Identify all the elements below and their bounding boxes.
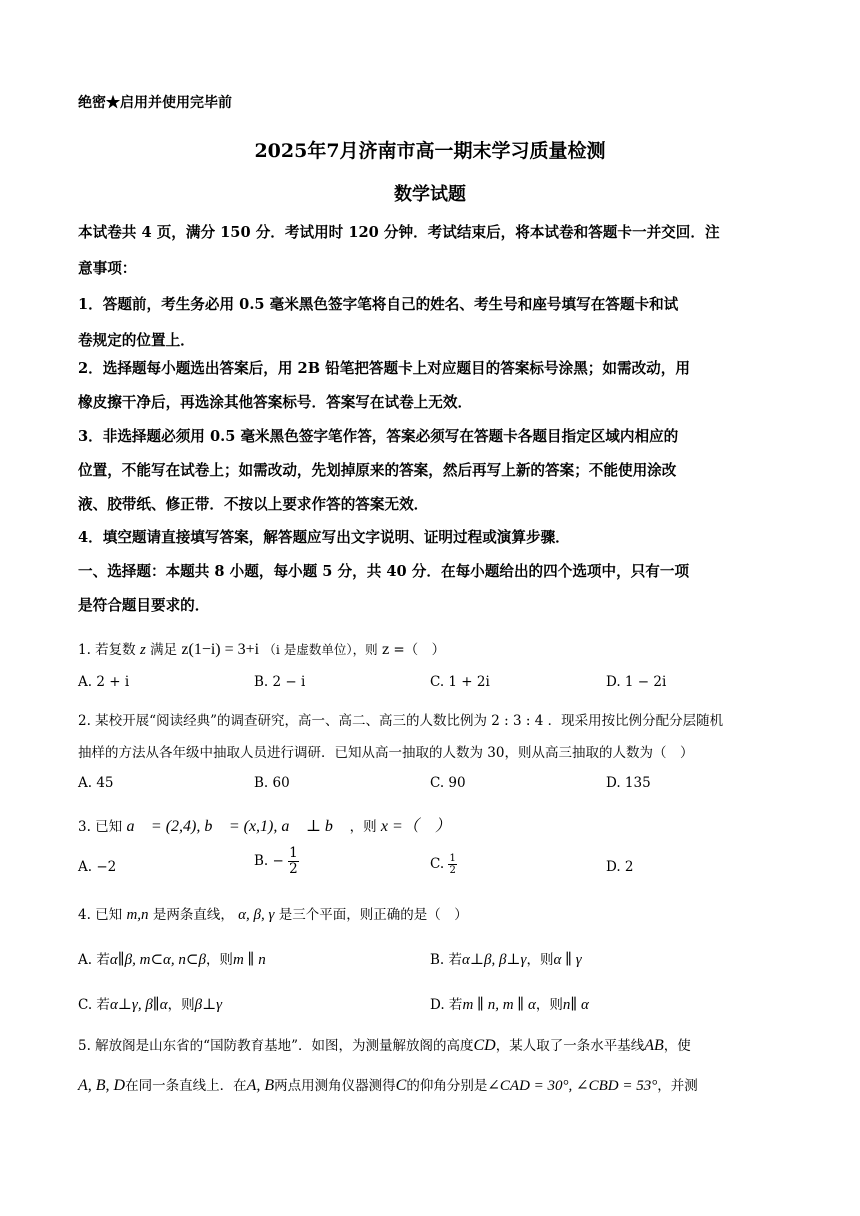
- option-result: n∥ α: [562, 997, 589, 1013]
- q5-math: C: [395, 1077, 407, 1094]
- option-then: ，则: [526, 952, 554, 968]
- notice-item-3-cont: 液、胶带纸、修正带．不按以上要求作答的答案无效．: [78, 496, 429, 513]
- q3-equation: a⃗ = (2,4), b⃗ = (x,1), a⃗ ⊥ b⃗: [126, 818, 346, 835]
- option-then: ，则: [167, 997, 195, 1013]
- question-1: [78, 638, 445, 659]
- q1-option-a: A. 2 + i: [78, 674, 130, 690]
- option-result: m ∥ n: [232, 952, 266, 968]
- notice-item-1-cont: 卷规定的位置上．: [78, 332, 195, 349]
- q1-stem: z =（ ）: [381, 642, 446, 658]
- q3-option-b-label: B.: [254, 852, 269, 869]
- q3-option-a: A. −2: [78, 859, 117, 875]
- option-math: α⊥β, β⊥γ: [462, 952, 527, 968]
- question-5-cont: [78, 1074, 698, 1095]
- fraction-numerator: 1: [449, 853, 456, 864]
- q2-option-a: A. 45: [78, 775, 114, 791]
- option-label: D. 若: [430, 997, 463, 1013]
- option-result: α ∥ γ: [553, 952, 582, 968]
- q4-stem: 是两条直线，: [152, 907, 234, 923]
- q5-text: 在同一条直线上．在: [125, 1078, 247, 1094]
- q5-math: ∠CAD = 30°, ∠CBD = 53°: [487, 1078, 658, 1094]
- q4-option-d: [430, 993, 589, 1014]
- q5-text: 两点用测角仪器测得: [274, 1078, 396, 1094]
- notice-item-1: 1．答题前，考生务必用 0.5 毫米黑色签字笔将自己的姓名、考生号和座号填写在答题卡和试: [78, 296, 679, 313]
- q5-math: CD: [473, 1037, 496, 1054]
- q5-math: AB: [644, 1037, 664, 1054]
- q5-text: 5. 解放阁是山东省的“国防教育基地”．如图，为测量解放阁的高度: [78, 1038, 474, 1054]
- option-math: m ∥ n, m ∥ α: [462, 997, 536, 1013]
- fraction-denominator: 2: [449, 865, 456, 876]
- notice-line: 本试卷共 4 页，满分 150 分．考试用时 120 分钟．考试结束后，将本试卷和答题卡一并交回．注: [78, 224, 720, 241]
- q1-option-d: D. 1 − 2i: [606, 674, 667, 690]
- q1-z: z: [139, 642, 146, 658]
- option-result: β⊥γ: [194, 997, 223, 1013]
- option-then: ，则: [535, 997, 563, 1013]
- q2-option-d: D. 135: [606, 775, 651, 791]
- question-2-cont: 抽样的方法从各年级中抽取人员进行调研．已知从高一抽取的人数为 30，则从高三抽取的人数为（ ）: [78, 745, 694, 761]
- q1-stem: 1. 若复数: [78, 642, 136, 658]
- question-3: [78, 813, 451, 836]
- section-heading: 一、选择题：本题共 8 小题，每小题 5 分，共 40 分．在每小题给出的四个选项中，只有一项: [78, 563, 690, 580]
- q4-option-c: [78, 993, 222, 1014]
- exam-subtitle: 数学试题: [394, 184, 466, 205]
- q1-stem: （i 是虚数单位），则: [263, 642, 378, 657]
- notice-item-2-cont: 橡皮擦干净后，再选涂其他答案标号．答案写在试卷上无效．: [78, 394, 473, 411]
- fraction-numerator: 1: [289, 845, 298, 861]
- q3-option-b: [254, 846, 299, 877]
- q3-option-b-sign: −: [272, 852, 284, 869]
- q5-math: A, B: [246, 1077, 275, 1094]
- q4-stem: 是三个平面，则正确的是（ ）: [278, 907, 468, 923]
- option-label: C. 若: [78, 997, 110, 1013]
- q4-stem: 4. 已知: [78, 907, 123, 923]
- question-2: 2. 某校开展“阅读经典”的调查研究，高一、高二、高三的人数比例为 2 : 3 : 4 ．现采用按比例分配分层随机: [78, 713, 724, 729]
- q2-option-b: B. 60: [254, 775, 290, 791]
- q4-planes: α, β, γ: [238, 907, 275, 923]
- option-math: α∥β, m⊂α, n⊂β: [109, 952, 206, 968]
- q3-option-c-fraction: [448, 853, 456, 876]
- q3-option-c: [430, 853, 457, 876]
- confidential-header: 绝密★启用并使用完毕前: [78, 95, 232, 111]
- section-heading-cont: 是符合题目要求的．: [78, 597, 210, 614]
- q1-option-b: B. 2 − i: [254, 674, 306, 690]
- q1-option-c: C. 1 + 2i: [430, 674, 490, 690]
- question-5: [78, 1034, 691, 1055]
- q4-option-a: [78, 948, 266, 969]
- q3-option-b-fraction: [288, 846, 299, 877]
- q1-stem: 满足: [150, 642, 178, 658]
- q5-text: ，某人取了一条水平基线: [495, 1038, 645, 1054]
- fraction-denominator: 2: [289, 860, 298, 877]
- notice-item-3-cont: 位置，不能写在试卷上；如需改动，先划掉原来的答案，然后再写上新的答案；不能使用涂改: [78, 462, 677, 479]
- option-label: B. 若: [430, 952, 463, 968]
- notice-item-2: 2．选择题每小题选出答案后，用 2B 铅笔把答题卡上对应题目的答案标号涂黑；如需改动，用: [78, 360, 690, 377]
- exam-title: 2025年7月济南市高一期末学习质量检测: [254, 140, 606, 162]
- q3-stem: x =（ ）: [380, 818, 451, 835]
- option-math: α⊥γ, β∥α: [109, 997, 168, 1013]
- notice-line: 意事项：: [78, 260, 137, 277]
- q1-equation: z(1−i) = 3+i: [181, 641, 260, 658]
- q4-lines: m,n: [126, 907, 149, 923]
- q3-option-c-label: C.: [430, 856, 445, 872]
- q4-option-b: [430, 948, 582, 969]
- notice-item-4: 4．填空题请直接填写答案，解答题应写出文字说明、证明过程或演算步骤．: [78, 529, 570, 546]
- q3-option-d: D. 2: [606, 859, 634, 875]
- q2-option-c: C. 90: [430, 775, 466, 791]
- option-then: ，则: [205, 952, 233, 968]
- q3-stem: ，则: [349, 819, 377, 835]
- q3-stem: 3. 已知: [78, 819, 123, 835]
- q5-math: A, B, D: [78, 1077, 126, 1094]
- option-label: A. 若: [78, 952, 110, 968]
- notice-item-3: 3．非选择题必须用 0.5 毫米黑色签字笔作答，答案必须写在答题卡各题目指定区域内相应的: [78, 428, 679, 445]
- q5-text: ，并测: [657, 1078, 698, 1094]
- q5-text: ，使: [663, 1038, 691, 1054]
- q5-text: 的仰角分别是: [406, 1078, 488, 1094]
- question-4: [78, 903, 468, 924]
